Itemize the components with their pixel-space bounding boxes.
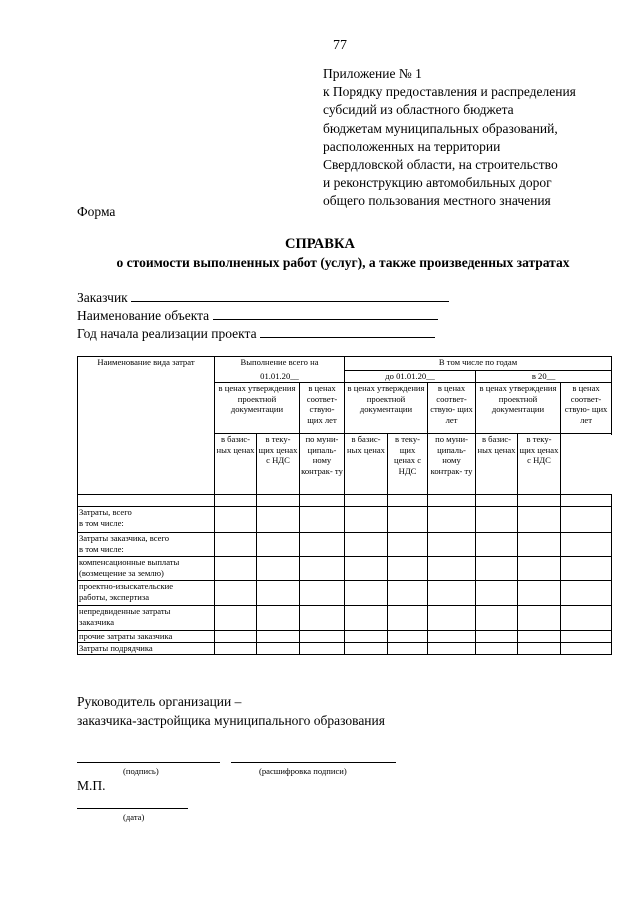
appendix-line: Приложение № 1 [323, 66, 422, 81]
value-cell[interactable] [345, 606, 388, 631]
stamp-label: М.П. [77, 778, 106, 793]
value-cell[interactable] [300, 581, 345, 606]
value-cell[interactable] [300, 507, 345, 533]
customer-input-line [131, 289, 449, 302]
cost-type-cell: компенсационные выплаты (возмещение за землю) [78, 557, 215, 581]
value-cell[interactable] [428, 606, 476, 631]
cost-rows [78, 507, 612, 655]
appendix-line: Свердловской области, на строительство [323, 157, 558, 173]
value-cell[interactable] [345, 533, 388, 557]
value-cell[interactable] [476, 533, 518, 557]
header-total: Выполнение всего на [215, 357, 345, 371]
value-cell[interactable] [215, 557, 257, 581]
value-cell[interactable] [476, 631, 518, 643]
date-line [77, 808, 188, 809]
value-cell[interactable] [561, 507, 612, 533]
document-subtitle: о стоимости выполненных работ (услуг), а также произведенных затратах [116, 255, 570, 270]
value-cell[interactable] [428, 533, 476, 557]
appendix-line: к Порядку предоставления и распределения [323, 84, 576, 100]
form-label: Форма [77, 204, 116, 219]
value-cell[interactable] [345, 507, 388, 533]
header-year-prices: в ценах соответ- ствую- щих лет [428, 383, 476, 434]
value-cell[interactable] [300, 631, 345, 643]
header-total-date: 01.01.20__ [215, 371, 345, 383]
cost-type-cell: Затраты заказчика, всего в том числе: [78, 533, 215, 557]
value-cell[interactable] [428, 581, 476, 606]
header-base-prices: в базис- ных ценах [215, 434, 257, 495]
object-name-label: Наименование объекта [77, 308, 210, 323]
table-row [78, 631, 612, 643]
value-cell[interactable] [215, 606, 257, 631]
appendix-line: и реконструкцию автомобильных дорог [323, 175, 552, 191]
value-cell[interactable] [518, 557, 561, 581]
value-cell[interactable] [257, 557, 300, 581]
cost-type-cell: непредвиденные затраты заказчика [78, 606, 215, 631]
value-cell[interactable] [257, 507, 300, 533]
value-cell[interactable] [518, 631, 561, 643]
value-cell[interactable] [257, 606, 300, 631]
header-approved-prices: в ценах утверждения проектной документации [215, 383, 300, 434]
value-cell[interactable] [257, 643, 300, 655]
page-number: 77 [333, 38, 347, 53]
signature-line [77, 762, 220, 763]
value-cell[interactable] [257, 533, 300, 557]
signature-caption: (подпись) [123, 766, 159, 776]
value-cell[interactable] [518, 643, 561, 655]
value-cell[interactable] [388, 581, 428, 606]
cost-type-cell: Затраты подрядчика [78, 643, 215, 655]
start-year-field [77, 325, 435, 342]
header-approved-prices: в ценах утверждения проектной документации [345, 383, 428, 434]
value-cell[interactable] [388, 643, 428, 655]
appendix-line: субсидий из областного бюджета [323, 102, 514, 118]
appendix-note [323, 65, 576, 211]
table-row [78, 507, 612, 533]
value-cell[interactable] [476, 643, 518, 655]
appendix-line: расположенных на территории [323, 138, 501, 154]
value-cell[interactable] [345, 643, 388, 655]
header-contract: по муни- ципаль- ному контрак- ту [428, 434, 476, 495]
customer-field [77, 289, 449, 306]
value-cell[interactable] [257, 631, 300, 643]
value-cell[interactable] [345, 581, 388, 606]
value-cell[interactable] [388, 533, 428, 557]
table-spacer-row [78, 495, 612, 507]
signature-decoding-line [231, 762, 396, 763]
head-line-2: заказчика-застройщика муниципального образования [77, 713, 385, 728]
value-cell[interactable] [215, 631, 257, 643]
value-cell[interactable] [300, 606, 345, 631]
value-cell[interactable] [561, 606, 612, 631]
customer-label: Заказчик [77, 290, 128, 305]
table-row [78, 606, 612, 631]
value-cell[interactable] [518, 606, 561, 631]
header-current-prices: в теку- щих ценах с НДС [388, 434, 428, 495]
start-year-input-line [260, 325, 435, 338]
value-cell[interactable] [476, 507, 518, 533]
object-name-field [77, 307, 438, 324]
header-current-prices: в теку- щих ценах с НДС [518, 434, 561, 495]
header-contract: по муни- ципаль- ному контрак- ту [300, 434, 345, 495]
value-cell[interactable] [518, 533, 561, 557]
header-in-year: в 20__ [476, 371, 612, 383]
cost-table [77, 356, 612, 655]
value-cell[interactable] [428, 643, 476, 655]
cost-type-cell: прочие затраты заказчика [78, 631, 215, 643]
value-cell[interactable] [388, 631, 428, 643]
value-cell[interactable] [300, 533, 345, 557]
object-name-input-line [213, 307, 438, 320]
table-row [78, 643, 612, 655]
value-cell[interactable] [388, 557, 428, 581]
start-year-label: Год начала реализации проекта [77, 326, 257, 341]
header-current-prices: в теку- щих ценах с НДС [257, 434, 300, 495]
value-cell[interactable] [518, 581, 561, 606]
value-cell[interactable] [561, 581, 612, 606]
value-cell[interactable] [476, 581, 518, 606]
value-cell[interactable] [215, 581, 257, 606]
header-base-prices: в базис- ных ценах [345, 434, 388, 495]
appendix-line: общего пользования местного значения [323, 193, 551, 209]
value-cell[interactable] [300, 643, 345, 655]
value-cell[interactable] [561, 557, 612, 581]
value-cell[interactable] [345, 557, 388, 581]
document-title: СПРАВКА [285, 236, 355, 252]
cost-type-cell: Затраты, всего в том числе: [78, 507, 215, 533]
value-cell[interactable] [476, 606, 518, 631]
appendix-line: бюджетам муниципальных образований, [323, 120, 558, 136]
value-cell[interactable] [428, 631, 476, 643]
header-by-years: В том числе по годам [345, 357, 612, 371]
header-cost-type: Наименование вида затрат [78, 357, 215, 495]
head-line-1: Руководитель организации – [77, 694, 242, 709]
value-cell[interactable] [428, 557, 476, 581]
value-cell[interactable] [215, 507, 257, 533]
table-row [78, 581, 612, 606]
value-cell[interactable] [476, 557, 518, 581]
value-cell[interactable] [215, 533, 257, 557]
signature-decoding-caption: (расшифровка подписи) [259, 766, 347, 776]
value-cell[interactable] [388, 507, 428, 533]
value-cell[interactable] [561, 533, 612, 557]
value-cell[interactable] [428, 507, 476, 533]
header-until-date: до 01.01.20__ [345, 371, 476, 383]
date-caption: (дата) [123, 812, 145, 822]
value-cell[interactable] [345, 631, 388, 643]
value-cell[interactable] [388, 606, 428, 631]
header-year-prices: в ценах соответ- ствую- щих лет [561, 383, 612, 434]
table-row [78, 533, 612, 557]
value-cell[interactable] [257, 581, 300, 606]
value-cell[interactable] [561, 643, 612, 655]
table-row [78, 557, 612, 581]
value-cell[interactable] [518, 507, 561, 533]
value-cell[interactable] [300, 557, 345, 581]
header-year-prices: в ценах соответ- ствую- щих лет [300, 383, 345, 434]
value-cell[interactable] [215, 643, 257, 655]
header-base-prices: в базис- ных ценах [476, 434, 518, 495]
cost-type-cell: проектно-изыскательские работы, экспертиза [78, 581, 215, 606]
header-approved-prices: в ценах утверждения проектной документации [476, 383, 561, 434]
value-cell[interactable] [561, 631, 612, 643]
